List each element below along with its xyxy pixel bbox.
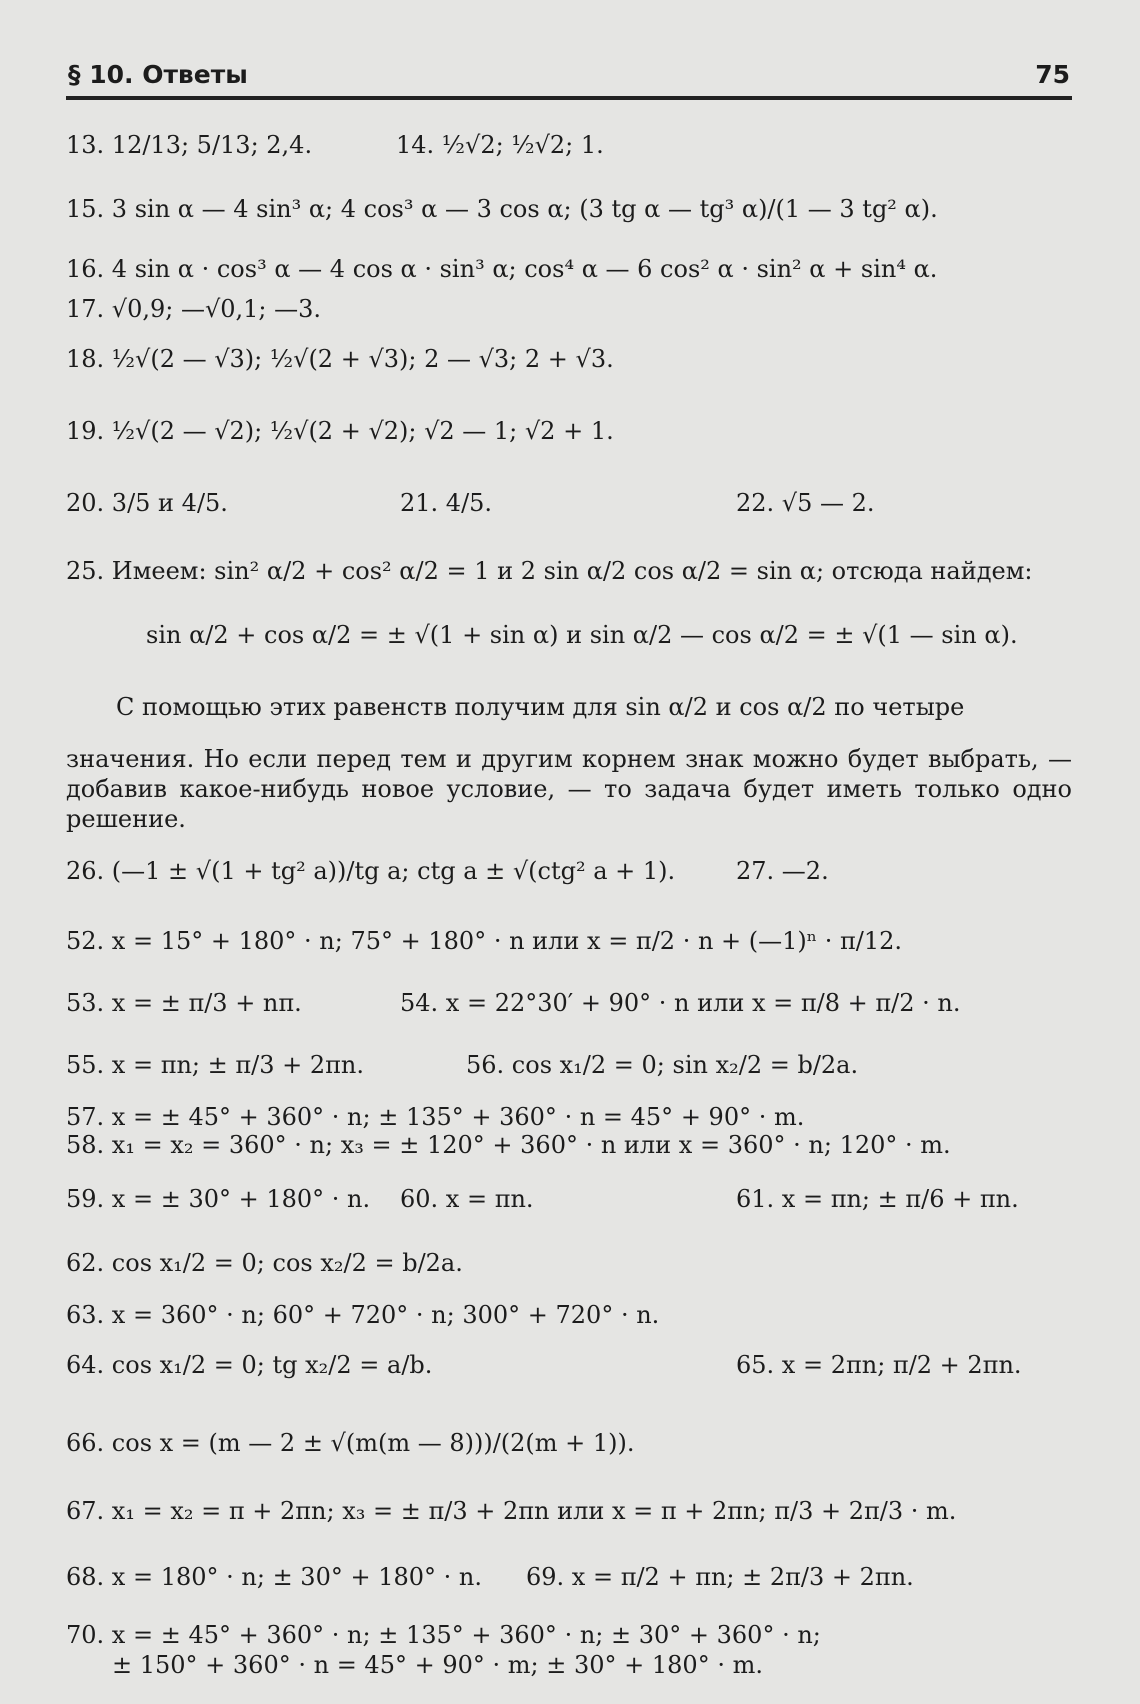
answer-56: 56. cos x₁/2 = 0; sin x₂/2 = b/2a. — [466, 1051, 859, 1079]
answer-65: 65. x = 2πn; π/2 + 2πn. — [736, 1351, 1022, 1379]
answer-70-line-2: ± 150° + 360° · n = 45° + 90° · m; ± 30° + 180° · m. — [112, 1651, 763, 1679]
answer-15: 15. 3 sin α — 4 sin³ α; 4 cos³ α — 3 cos α; (3 tg α — tg³ α)/(1 — 3 tg² α). — [66, 195, 938, 223]
answer-22: 22. √5 — 2. — [736, 489, 875, 517]
answer-25-paragraph-2-text: значения. Но если перед тем и другим корнем знак можно будет выбрать, — добавив какое-нибудь новое условие, — то задача будет иметь только одно решение. — [66, 745, 1072, 833]
answer-26: 26. (—1 ± √(1 + tg² a))/tg a; ctg a ± √(ctg² a + 1). — [66, 857, 676, 885]
answer-59: 59. x = ± 30° + 180° · n. — [66, 1185, 371, 1213]
answer-25-line-1: 25. Имеем: sin² α/2 + cos² α/2 = 1 и 2 sin α/2 cos α/2 = sin α; отсюда найдем: — [66, 557, 1033, 585]
answer-61: 61. x = πn; ± π/6 + πn. — [736, 1185, 1019, 1213]
answer-20: 20. 3/5 и 4/5. — [66, 489, 228, 517]
answer-17: 17. √0,9; —√0,1; —3. — [66, 295, 322, 323]
answer-14: 14. ½√2; ½√2; 1. — [396, 131, 604, 159]
page-number: 75 — [1035, 60, 1070, 89]
answer-16: 16. 4 sin α · cos³ α — 4 cos α · sin³ α; cos⁴ α — 6 cos² α · sin² α + sin⁴ α. — [66, 255, 938, 283]
answer-68: 68. x = 180° · n; ± 30° + 180° · n. — [66, 1563, 482, 1591]
answer-64: 64. cos x₁/2 = 0; tg x₂/2 = a/b. — [66, 1351, 433, 1379]
answer-25-paragraph-1: С помощью этих равенств получим для sin α/2 и cos α/2 по четыре — [116, 693, 965, 721]
answer-60: 60. x = πn. — [400, 1185, 534, 1213]
answer-67: 67. x₁ = x₂ = π + 2πn; x₃ = ± π/3 + 2πn или x = π + 2πn; π/3 + 2π/3 · m. — [66, 1497, 957, 1525]
answer-19: 19. ½√(2 — √2); ½√(2 + √2); √2 — 1; √2 + 1. — [66, 417, 614, 445]
answer-18: 18. ½√(2 — √3); ½√(2 + √3); 2 — √3; 2 + √3. — [66, 345, 614, 373]
answer-58: 58. x₁ = x₂ = 360° · n; x₃ = ± 120° + 360° · n или x = 360° · n; 120° · m. — [66, 1131, 951, 1159]
answer-21: 21. 4/5. — [400, 489, 493, 517]
section-title: § 10. Ответы — [68, 60, 248, 89]
answer-69: 69. x = π/2 + πn; ± 2π/3 + 2πn. — [526, 1563, 914, 1591]
answer-27: 27. —2. — [736, 857, 829, 885]
answer-62: 62. cos x₁/2 = 0; cos x₂/2 = b/2a. — [66, 1249, 463, 1277]
answer-63: 63. x = 360° · n; 60° + 720° · n; 300° + 720° · n. — [66, 1301, 660, 1329]
answer-70-line-1: 70. x = ± 45° + 360° · n; ± 135° + 360° · n; ± 30° + 360° · n; — [66, 1621, 821, 1649]
page-header — [66, 60, 1072, 100]
answer-25-line-2: sin α/2 + cos α/2 = ± √(1 + sin α) и sin α/2 — cos α/2 = ± √(1 — sin α). — [146, 621, 1018, 649]
answer-54: 54. x = 22°30′ + 90° · n или x = π/8 + π/2 · n. — [400, 989, 961, 1017]
answer-52: 52. x = 15° + 180° · n; 75° + 180° · n или x = π/2 · n + (—1)ⁿ · π/12. — [66, 927, 903, 955]
answer-25-paragraph-2 — [66, 744, 1072, 834]
answer-66: 66. cos x = (m — 2 ± √(m(m — 8)))/(2(m + 1)). — [66, 1429, 635, 1457]
answer-53: 53. x = ± π/3 + nπ. — [66, 989, 302, 1017]
answer-57: 57. x = ± 45° + 360° · n; ± 135° + 360° · n = 45° + 90° · m. — [66, 1103, 805, 1131]
answer-13: 13. 12/13; 5/13; 2,4. — [66, 131, 313, 159]
answer-55: 55. x = πn; ± π/3 + 2πn. — [66, 1051, 365, 1079]
